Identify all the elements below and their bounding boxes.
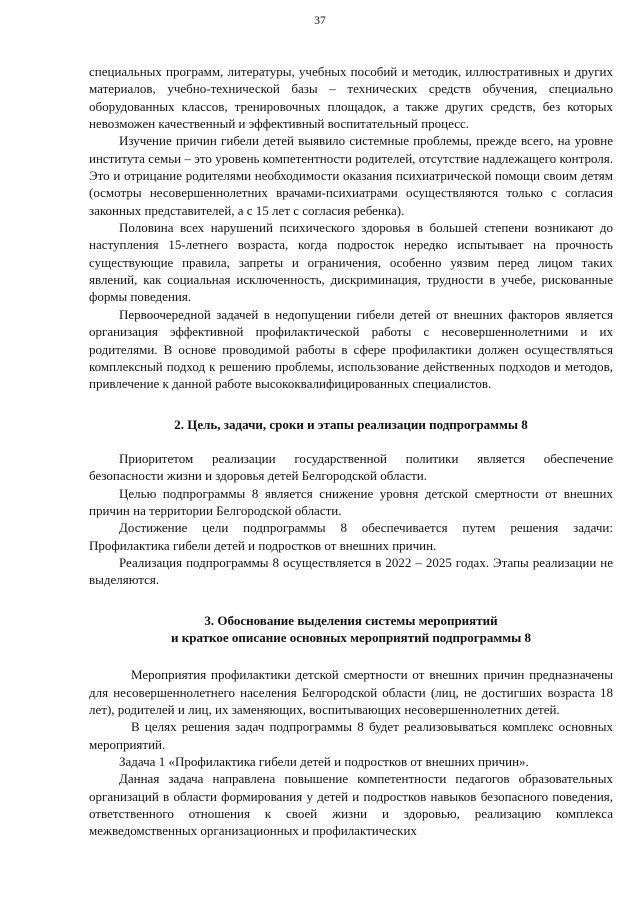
- page-number: 37: [314, 15, 326, 27]
- section-2-paragraph: Приоритетом реализации государственной политики является обеспечение безопасности жизни и здоровья детей Белгородской области.: [89, 450, 613, 484]
- section-3-paragraph: Мероприятия профилактики детской смертности от внешних причин предназначены для несовершеннолетнего населения Белгородской области (лиц, не достигших возраста 18 лет), родителей и лиц, их заменяющих, воспитывающих несовершеннолетних детей.: [89, 667, 613, 717]
- paragraph-intro-continuation: специальных программ, литературы, учебных пособий и методик, иллюстративных и других материалов, учебно-технической базы – технических средств обучения, специально оборудованных классов, тренировочных площадок, а также других средств, без которых невозможен качественный и эффективный воспитательный процесс.: [89, 64, 613, 132]
- section-3-paragraph: В целях решения задач подпрограммы 8 будет реализовываться комплекс основных мероприятий.: [89, 719, 613, 752]
- paragraph-mental-health: Половина всех нарушений психического здоровья в большей степени возникают до наступления 15-летнего возраста, когда подросток нередко испытывает на прочность существующие правила, запреты и ограничения, особенно уязвим перед лицом таких явлений, как социальная исключенность, дискриминация, трудности в учебе, рискованные формы поведения.: [89, 220, 613, 305]
- paragraph-family-problems: Изучение причин гибели детей выявило системные проблемы, прежде всего, на уровне института семьи – это уровень компетентности родителей, отсутствие надлежащего контроля. Это и отрицание родителями необходимости оказания психиатрической помощи своим детям (осмотры несовершеннолетних врачами-психиатрами осуществляются только с согласия законных представителей, а с 15 лет с согласия ребенка).: [89, 133, 613, 218]
- section-2-paragraph: Реализация подпрограммы 8 осуществляется в 2022 – 2025 годах. Этапы реализации не выделяются.: [89, 554, 613, 588]
- section-3-paragraph: Данная задача направлена повышение компетентности педагогов образовательных организаций в области формирования у детей и подростков навыков безопасного поведения, ответственного отношения к своей жизни и здоровью, реализацию комплекса межведомственных организационных и профилактических: [89, 771, 613, 839]
- section-3-heading-line-1: 3. Обоснование выделения системы мероприятий: [204, 612, 498, 628]
- section-2-heading: 2. Цель, задачи, сроки и этапы реализации подпрограммы 8: [174, 416, 528, 432]
- section-2-paragraph: Достижение цели подпрограммы 8 обеспечивается путем решения задачи: Профилактика гибели детей и подростков от внешних причин.: [89, 520, 613, 553]
- paragraph-priority-task: Первоочередной задачей в недопущении гибели детей от внешних факторов является организация эффективной профилактической работы с несовершеннолетними и их родителями. В основе проводимой работы в сфере профилактики должен осуществляться комплексный подход к решению проблемы, использование действенных подходов и методов, привлечение к данной работе высококвалифицированных специалистов.: [89, 306, 613, 392]
- document-body: [89, 63, 613, 840]
- section-2-paragraph: Целью подпрограммы 8 является снижение уровня детской смертности от внешних причин на территории Белгородской области.: [89, 485, 613, 518]
- section-3-paragraph: Задача 1 «Профилактика гибели детей и подростков от внешних причин».: [119, 754, 529, 770]
- section-3-heading-line-2: и краткое описание основных мероприятий подпрограммы 8: [171, 629, 531, 645]
